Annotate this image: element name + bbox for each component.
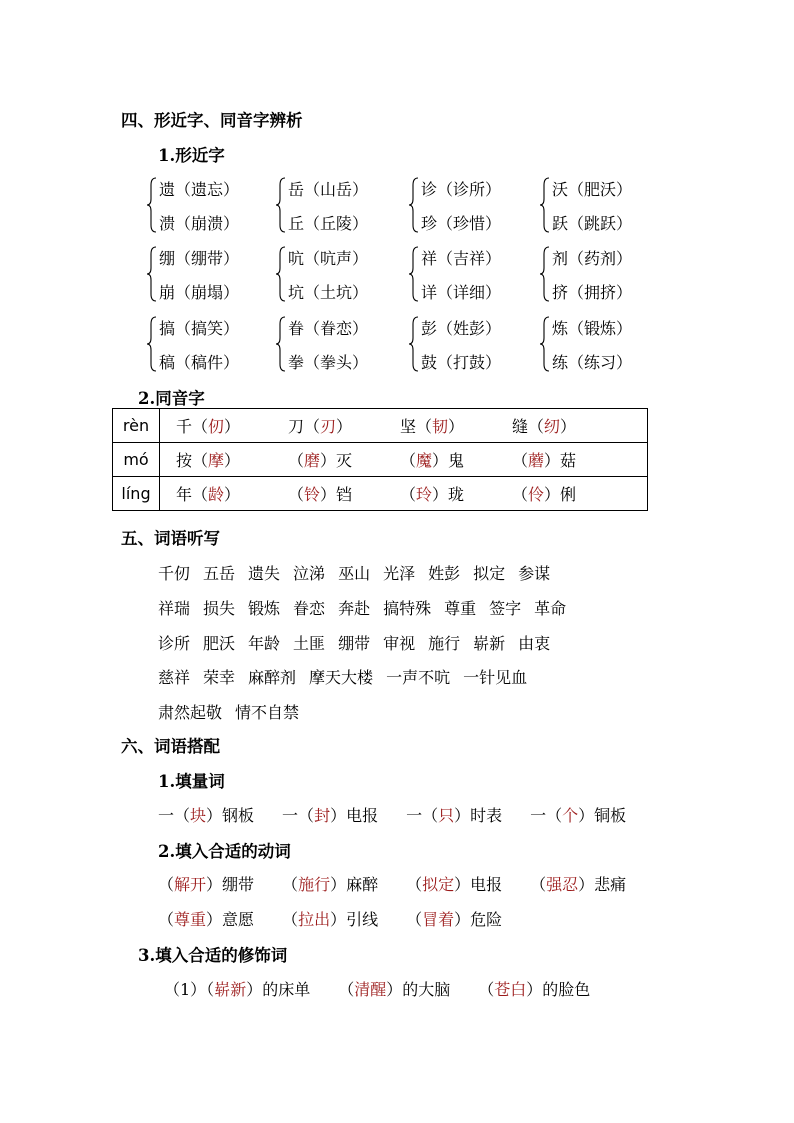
fill-in-suffix: ） [224,417,241,436]
fill-in-prefix: （ [158,910,175,929]
char-pair-group [540,175,668,235]
fill-in-suffix: ）鬼 [432,451,465,470]
dictation-row [158,596,579,619]
fill-in-prefix: （ [282,875,299,894]
fill-in-item [338,980,450,999]
char-pair-item: 坑（土坑） [288,283,369,302]
fill-in-suffix: ） [448,417,465,436]
fill-in-answer: 冒着 [422,910,455,929]
fill-in-answer: 韧 [432,417,449,436]
char-pair-item: 跃（跳跃） [552,214,633,233]
char-pair-item: 祥（吉祥） [421,249,502,268]
subsection-modifiers: 3.填入合适的修饰词 [138,946,288,965]
homophone-table [112,408,648,511]
fill-in-suffix: ）俐 [544,485,577,504]
fill-in-suffix: ） [224,451,241,470]
subsection-homophones: 2.同音字 [138,389,205,408]
fill-in-item [164,980,310,999]
fill-in-prefix: 缝（ [512,417,545,436]
fill-in-item [512,451,576,470]
measure-word-line [158,803,626,826]
brace-icon [276,246,286,302]
fill-in-prefix: 年（ [176,485,209,504]
pinyin-cell: líng [113,477,160,511]
dictation-word: 年龄 [248,633,281,653]
char-pair-group [276,175,404,235]
char-pair-group [409,175,537,235]
fill-in-item [288,417,352,436]
fill-in-prefix: （1）（ [164,980,215,999]
char-pair-item: 丘（丘陵） [288,214,369,233]
section-5-title: 五、词语听写 [121,529,220,548]
dictation-word: 锻炼 [248,598,281,618]
fill-in-item [158,806,254,825]
fill-in-answer: 磨 [304,451,321,470]
fill-in-suffix: ） [336,417,353,436]
char-pair-group [540,244,668,304]
fill-in-prefix: 一（ [530,806,563,825]
fill-in-prefix: 千（ [176,417,209,436]
homophone-word [512,414,624,437]
brace-icon [276,177,286,233]
dictation-word: 由衷 [518,633,551,653]
fill-in-item [158,910,254,929]
fill-in-answer: 个 [562,806,579,825]
section-6-title: 六、词语搭配 [121,737,220,756]
homophone-words-cell [160,477,648,511]
fill-in-item [400,451,464,470]
char-pair-group [147,314,275,374]
char-pair-item: 炼（锻炼） [552,319,633,338]
fill-in-answer: 蘑 [528,451,545,470]
table-row [113,477,648,511]
homophone-word [176,414,288,437]
homophone-word [176,448,288,471]
fill-in-prefix: （ [338,980,355,999]
fill-in-answer: 仞 [208,417,225,436]
homophone-word [400,414,512,437]
char-pair-group [540,314,668,374]
fill-in-prefix: （ [288,451,305,470]
homophone-word [288,414,400,437]
char-pair-group [276,244,404,304]
fill-in-prefix: （ [512,485,529,504]
dictation-word: 光泽 [383,564,416,583]
dictation-word: 荣幸 [203,668,236,688]
char-pair-item: 搞（搞笑） [159,319,240,338]
fill-in-suffix: ）危险 [454,910,503,929]
char-pair-item: 眷（眷恋） [288,319,369,338]
fill-in-answer: 龄 [208,485,225,504]
pinyin-cell: rèn [113,409,160,443]
dictation-word: 奔赴 [338,598,371,618]
fill-in-suffix: ）引线 [330,910,379,929]
fill-in-prefix: （ [406,875,423,894]
fill-in-suffix: ）钢板 [206,806,255,825]
fill-in-prefix: （ [282,910,299,929]
fill-in-suffix: ）时表 [454,806,503,825]
homophone-words-cell [160,409,648,443]
fill-in-suffix: ）铜板 [578,806,627,825]
fill-in-suffix: ）电报 [454,875,503,894]
fill-in-item [530,806,626,825]
fill-in-suffix: ）的脸色 [526,980,591,999]
subsection-measure-words: 1.填量词 [158,772,225,791]
dictation-word: 拟定 [473,564,506,583]
fill-in-answer: 铃 [304,485,321,504]
fill-in-answer: 纫 [544,417,561,436]
dictation-word: 巫山 [338,564,371,583]
dictation-word: 姓彭 [428,564,461,583]
fill-in-answer: 解开 [174,875,207,894]
char-pair-item: 挤（拥挤） [552,283,633,302]
fill-in-item [282,806,378,825]
homophone-word [400,482,512,505]
fill-in-item [176,485,240,504]
homophone-word [288,482,400,505]
dictation-word: 搞特殊 [383,598,432,618]
dictation-word: 情不自禁 [235,703,300,723]
dictation-word: 千仞 [158,564,191,583]
fill-in-suffix: ）绷带 [206,875,255,894]
dictation-word: 肥沃 [203,633,236,653]
fill-in-item [400,417,464,436]
homophone-word [176,482,288,505]
fill-in-suffix: ）铛 [320,485,353,504]
fill-in-item [282,875,378,894]
fill-in-prefix: 坚（ [400,417,433,436]
char-pair-group [409,314,537,374]
brace-icon [409,316,419,372]
fill-in-answer: 清醒 [354,980,387,999]
fill-in-answer: 拉出 [298,910,331,929]
fill-in-suffix: ）意愿 [206,910,255,929]
fill-in-prefix: 一（ [158,806,191,825]
homophone-word [400,448,512,471]
char-pair-item: 拳（拳头） [288,353,369,372]
char-pair-item: 鼓（打鼓） [421,353,502,372]
fill-in-suffix: ）珑 [432,485,465,504]
char-pair-item: 岳（山岳） [288,180,369,199]
fill-in-item [176,451,240,470]
verb-line-1 [158,872,626,895]
homophone-word [512,482,624,505]
fill-in-answer: 块 [190,806,207,825]
dictation-word: 参谋 [518,564,551,583]
dictation-row [158,561,563,584]
dictation-word: 土匪 [293,633,326,653]
modifier-line [164,977,590,1000]
pinyin-cell: mó [113,443,160,477]
dictation-word: 五岳 [203,564,236,583]
dictation-word: 眷恋 [293,598,326,618]
dictation-row [158,631,563,654]
dictation-word: 一声不吭 [386,668,451,688]
fill-in-prefix: 一（ [282,806,315,825]
fill-in-suffix: ）灭 [320,451,353,470]
char-pair-item: 遗（遗忘） [159,180,240,199]
brace-icon [409,246,419,302]
dictation-word: 肃然起敬 [158,703,223,723]
char-pair-item: 练（练习） [552,353,633,372]
fill-in-item [288,485,352,504]
fill-in-item [400,485,464,504]
fill-in-answer: 刃 [320,417,337,436]
dictation-word: 尊重 [444,598,477,618]
fill-in-answer: 只 [438,806,455,825]
fill-in-prefix: （ [478,980,495,999]
fill-in-item [406,806,502,825]
fill-in-prefix: 刀（ [288,417,321,436]
brace-icon [540,177,550,233]
fill-in-prefix: （ [530,875,547,894]
fill-in-prefix: 按（ [176,451,209,470]
brace-icon [276,316,286,372]
fill-in-suffix: ）悲痛 [578,875,627,894]
fill-in-prefix: （ [400,485,417,504]
fill-in-suffix: ）麻醉 [330,875,379,894]
verb-line-2 [158,907,502,930]
fill-in-answer: 拟定 [422,875,455,894]
dictation-word: 慈祥 [158,668,191,688]
char-pair-item: 溃（崩溃） [159,214,240,233]
char-pair-item: 崩（崩塌） [159,283,240,302]
fill-in-prefix: （ [158,875,175,894]
fill-in-item [176,417,240,436]
char-pair-group [409,244,537,304]
fill-in-item [282,910,378,929]
fill-in-item [530,875,626,894]
char-pair-item: 详（详细） [421,283,502,302]
char-pair-item: 沃（肥沃） [552,180,633,199]
fill-in-answer: 玲 [416,485,433,504]
fill-in-item [512,417,576,436]
char-pair-item: 稿（稿件） [159,353,240,372]
char-pair-item: 吭（吭声） [288,249,369,268]
table-row [113,443,648,477]
dictation-row [158,700,312,723]
char-pair-item: 绷（绷带） [159,249,240,268]
dictation-word: 泣涕 [293,564,326,583]
brace-icon [540,316,550,372]
fill-in-item [478,980,590,999]
brace-icon [147,246,157,302]
char-pair-group [147,244,275,304]
dictation-word: 崭新 [473,633,506,653]
fill-in-suffix: ） [224,485,241,504]
fill-in-prefix: （ [406,910,423,929]
fill-in-suffix: ）电报 [330,806,379,825]
fill-in-answer: 崭新 [214,980,247,999]
fill-in-prefix: （ [288,485,305,504]
subsection-similar-chars: 1.形近字 [158,146,225,165]
fill-in-answer: 苍白 [494,980,527,999]
fill-in-answer: 封 [314,806,331,825]
char-pair-group [147,175,275,235]
brace-icon [147,316,157,372]
dictation-word: 施行 [428,633,461,653]
char-pair-group [276,314,404,374]
dictation-word: 诊所 [158,633,191,653]
fill-in-suffix: ）的床单 [246,980,311,999]
fill-in-answer: 强忍 [546,875,579,894]
fill-in-answer: 魔 [416,451,433,470]
char-pair-item: 彭（姓彭） [421,319,502,338]
section-4-title: 四、形近字、同音字辨析 [121,111,303,130]
homophone-words-cell [160,443,648,477]
homophone-word [288,448,400,471]
dictation-word: 革命 [534,598,567,618]
fill-in-item [288,451,352,470]
fill-in-item [158,875,254,894]
dictation-word: 遗失 [248,564,281,583]
dictation-word: 祥瑞 [158,598,191,618]
brace-icon [540,246,550,302]
table-row [113,409,648,443]
fill-in-suffix: ）的大脑 [386,980,451,999]
fill-in-prefix: 一（ [406,806,439,825]
fill-in-answer: 施行 [298,875,331,894]
fill-in-answer: 尊重 [174,910,207,929]
fill-in-suffix: ）菇 [544,451,577,470]
dictation-word: 损失 [203,598,236,618]
dictation-word: 摩天大楼 [309,668,374,688]
brace-icon [409,177,419,233]
dictation-word: 审视 [383,633,416,653]
fill-in-answer: 摩 [208,451,225,470]
fill-in-prefix: （ [512,451,529,470]
dictation-word: 一针见血 [463,668,528,688]
dictation-word: 绷带 [338,633,371,653]
fill-in-item [406,910,502,929]
homophone-word [512,448,624,471]
fill-in-item [512,485,576,504]
fill-in-prefix: （ [400,451,417,470]
brace-icon [147,177,157,233]
char-pair-item: 珍（珍惜） [421,214,502,233]
char-pair-item: 诊（诊所） [421,180,502,199]
char-pair-item: 剂（药剂） [552,249,633,268]
fill-in-answer: 伶 [528,485,545,504]
dictation-row [158,665,540,688]
dictation-word: 麻醉剂 [248,668,297,688]
subsection-verbs: 2.填入合适的动词 [158,842,291,861]
fill-in-item [406,875,502,894]
fill-in-suffix: ） [560,417,577,436]
dictation-word: 签字 [489,598,522,618]
